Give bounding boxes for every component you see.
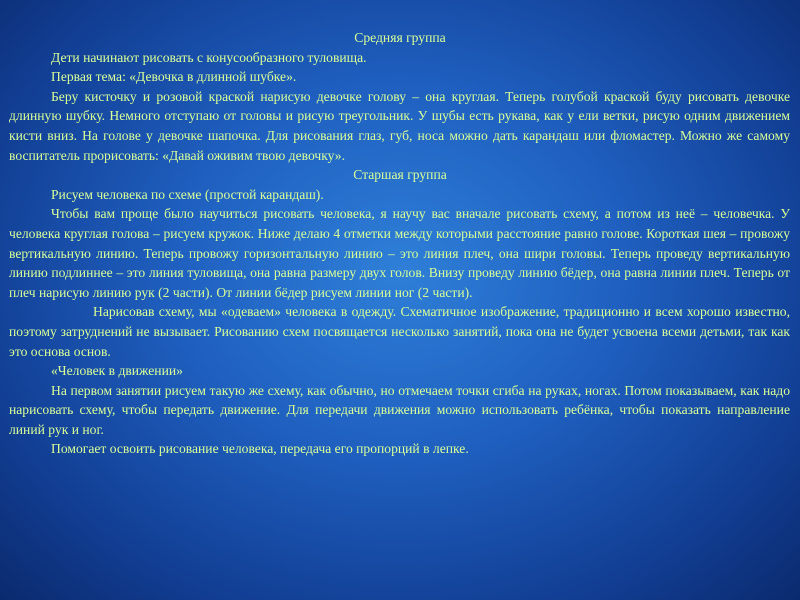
middle-group-line-1: Дети начинают рисовать с конусообразного туловища. <box>51 49 367 65</box>
middle-group-line-2: Первая тема: «Девочка в длинной шубке». <box>51 69 297 85</box>
slide-text-body <box>4 28 796 459</box>
motion-title: «Человек в движении» <box>51 363 183 379</box>
motion-paragraph: На первом занятии рисуем такую же схему, как обычно, но отмечаем точки сгиба на руках, ногах. Потом показываем, как надо нарисовать схему, чтобы передать движение. Для передачи движения можно использовать ребёнка, чтобы показать направление линий рук и ног. <box>9 382 790 437</box>
middle-group-heading: Средняя группа <box>354 30 446 45</box>
senior-group-paragraph-2: Нарисовав схему, мы «одеваем» человека в одежду. Схематичное изображение, традиционно и всем хорошо известно, поэтому затруднений не вызывает. Рисованию схем посвящается несколько занятий, пока она не будет усвоена всеми детьми, так как это основа основ. <box>9 304 790 359</box>
final-line: Помогает освоить рисование человека, передача его пропорций в лепке. <box>51 441 469 457</box>
senior-group-heading: Старшая группа <box>353 167 447 183</box>
senior-group-line-1: Рисуем человека по схеме (простой карандаш). <box>51 186 324 202</box>
senior-group-paragraph-1: Чтобы вам проще было научиться рисовать человека, я научу вас вначале рисовать схему, а потом из неё – человечка. У человека круглая голова – рисуем кружок. Ниже делаю 4 отметки между которыми расстояние равно голове. Короткая шея – провожу вертикальную линию. Теперь провожу горизонтальную линию – это линия плеч, она шири головы. Теперь проведу вертикальную линию подлиннее – это линия туловища, она равна размеру двух голов. Внизу проведу линию бёдер, она равна линии плеч. Теперь от плеч нарисую линию рук (2 части). От линии бёдер рисуем линии ног (2 части). <box>9 206 790 300</box>
middle-group-paragraph: Беру кисточку и розовой краской нарисую девочке голову – она круглая. Теперь голубой краской буду рисовать девочке длинную шубку. Немного отступаю от головы и рисую треугольник. У шубы есть рукава, как у ели ветки, рисую одним движением кисти вниз. На голове у девочке шапочка. Для рисования глаз, губ, носа можно дать карандаш или фломастер. Можно же самому воспитатель прорисовать: «Давай оживим твою девочку». <box>9 88 790 163</box>
